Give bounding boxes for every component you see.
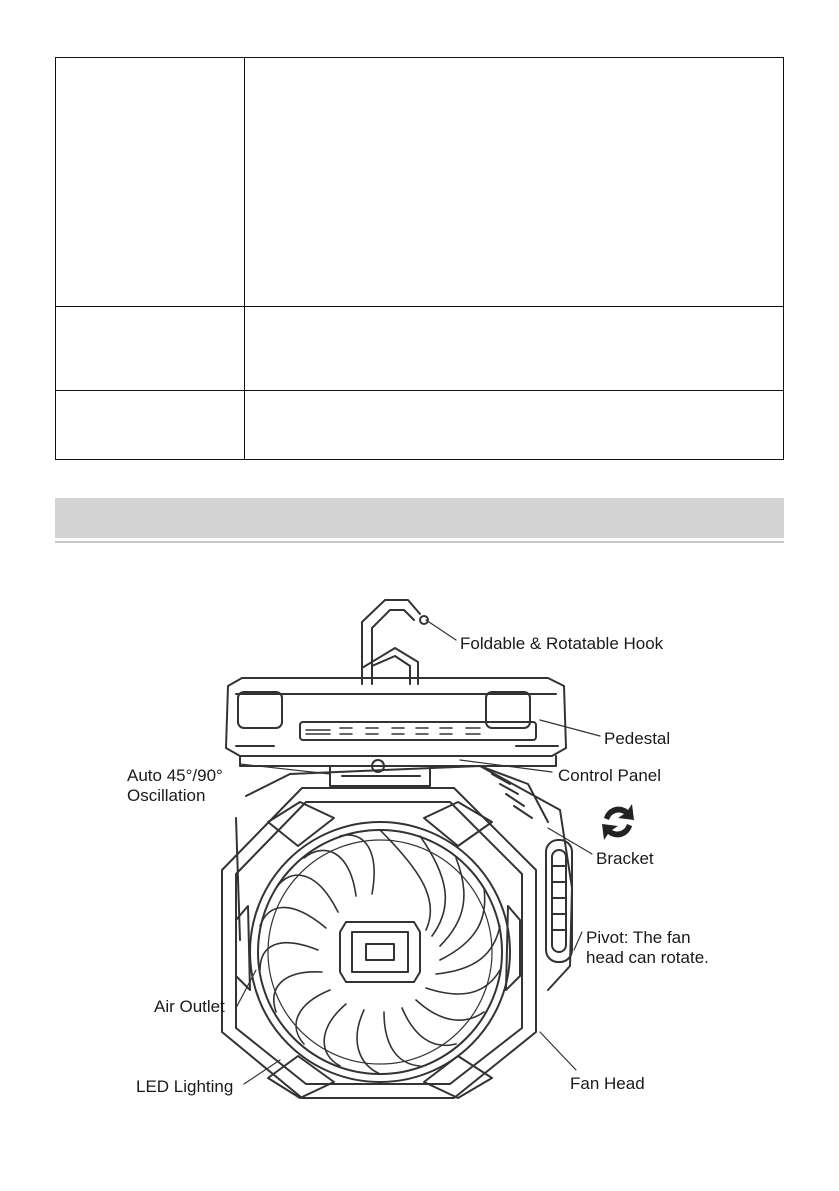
- label-bracket: Bracket: [596, 849, 654, 868]
- label-pivot-1: Pivot: The fan: [586, 928, 691, 947]
- fan-grille-drawing: [250, 822, 510, 1082]
- label-air-outlet: Air Outlet: [154, 997, 225, 1016]
- section-header-bar: [55, 498, 784, 538]
- hook-drawing: [362, 600, 428, 684]
- table-row-3-label: [56, 391, 245, 459]
- label-control-panel: Control Panel: [558, 766, 662, 785]
- table-row-1-label: [56, 58, 245, 307]
- rotate-icon: [602, 804, 634, 840]
- control-panel-drawing: [306, 728, 480, 734]
- label-led-lighting: LED Lighting: [136, 1077, 234, 1096]
- fan-illustration: [0, 570, 839, 1130]
- table-row-3-value: [245, 391, 783, 459]
- oscillation-joint-drawing: [330, 760, 430, 786]
- fan-diagram: [0, 570, 839, 1130]
- label-foldable-hook: Foldable & Rotatable Hook: [460, 634, 664, 653]
- table-row-1-value: [245, 58, 783, 307]
- label-fan-head: Fan Head: [570, 1074, 645, 1093]
- label-pedestal: Pedestal: [604, 729, 671, 748]
- spec-table: [55, 57, 784, 460]
- section-divider: [55, 541, 784, 543]
- label-oscillation-2: Oscillation: [127, 786, 206, 805]
- pedestal-drawing: [226, 678, 566, 766]
- table-row-2-value: [245, 307, 783, 391]
- table-row-2-label: [56, 307, 245, 391]
- label-oscillation-1: Auto 45°/90°: [127, 766, 223, 785]
- label-pivot-2: head can rotate.: [586, 948, 709, 967]
